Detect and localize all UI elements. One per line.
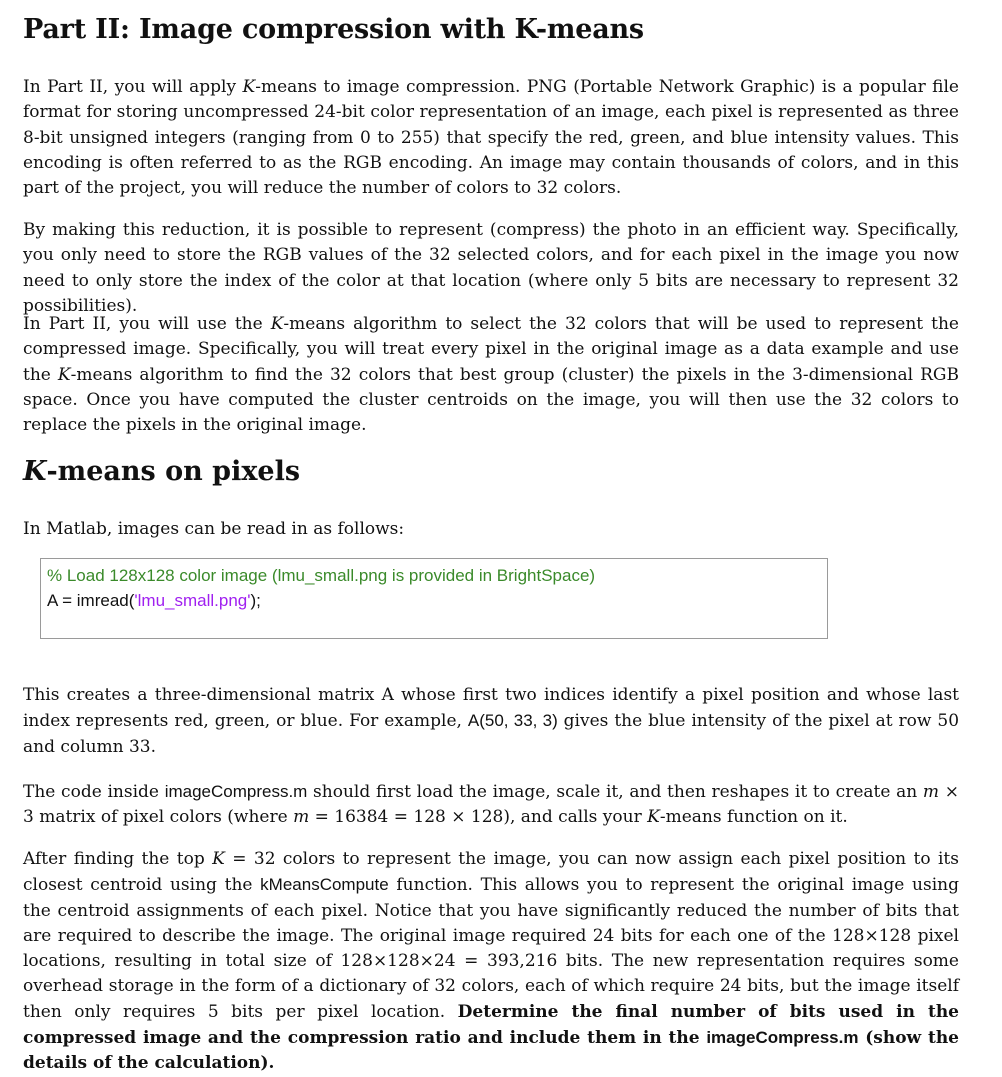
intro-paragraph: In Part II, you will apply K-means to image compression. PNG (Portable Network Graphic) is a popular file format for storing uncompressed 24-bit color representation of an image, each pixel is represented as three 8-bit unsigned integers (ranging from 0 to 255) that specify the red, green, and blue intensity values. This encoding is often referred to as the RGB encoding. An image may contain thousands of colors, and in this part of the project, you will reduce the number of colors to 32 colors. xyxy=(23,77,959,199)
reduction-paragraph: By making this reduction, it is possible to represent (compress) the photo in an efficient way. Specifically, you only need to store the RGB values of the 32 selected colors, and for each pixel in the image you now need to only store the index of the color at that location (where only 5 bits are necessary to represent 32 possibilities). xyxy=(23,220,959,316)
image-compress-paragraph: The code inside imageCompress.m should first load the image, scale it, and then reshapes it to create an m × 3 matrix of pixel colors (where m = 16384 = 128 × 128), and calls your K-means function on it. xyxy=(23,782,960,828)
matrix-paragraph: This creates a three-dimensional matrix A whose first two indices identify a pixel position and whose last index represents red, green, or blue. For example, A(50, 33, 3) gives the blue intensity of the pixel at row 50 and column 33. xyxy=(23,685,960,757)
compression-task-paragraph: After finding the top K = 32 colors to represent the image, you can now assign each pixel position to its closest centroid using the kMeansCompute function. This allows you to represent the original image using the centroid assignments of each pixel. Notice that you have significantly reduced the number of bits that are required to describe the image. The original image required 24 bits for each one of the 128×128 pixel locations, resulting in total size of 128×128×24 = 393,216 bits. The new representation requires some overhead storage in the form of a dictionary of 32 colors, each of which require 24 bits, but the image itself then only requires 5 bits per pixel location. Determine the final number of bits used in the compressed image and the compression ratio and include them in the imageCompress.m (show the details of the calculation). xyxy=(23,849,959,1074)
code-comment-line: % Load 128x128 color image (lmu_small.png is provided in BrightSpace) xyxy=(47,566,596,585)
page-title: Part II: Image compression with K-means xyxy=(23,14,644,45)
algorithm-paragraph: In Part II, you will use the K-means algorithm to select the 32 colors that will be used to represent the compressed image. Specifically, you will treat every pixel in the original image as a data example and use the K-means algorithm to find the 32 colors that best group (cluster) the pixels in the 3-dimensional RGB space. Once you have computed the cluster centroids on the image, you will then use the 32 colors to replace the pixels in the original image. xyxy=(23,314,959,436)
matlab-intro-paragraph: In Matlab, images can be read in as follows: xyxy=(23,519,405,539)
section-heading: K-means on pixels xyxy=(23,456,301,487)
code-line: A = imread('lmu_small.png'); xyxy=(47,591,261,610)
code-block xyxy=(40,558,828,639)
